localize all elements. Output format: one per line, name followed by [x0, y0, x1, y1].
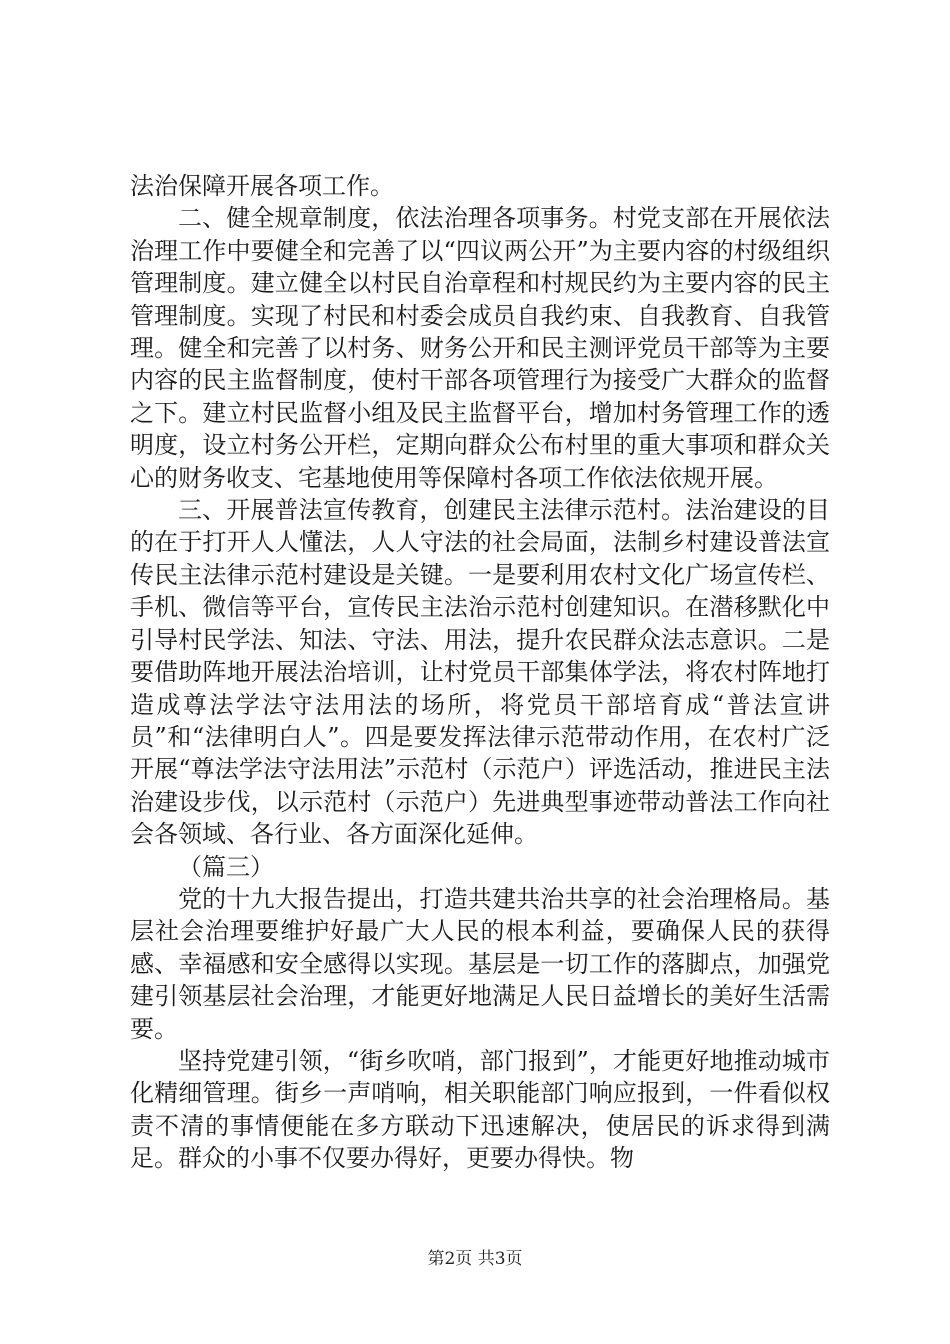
paragraph-1: 法治保障开展各项工作。 — [130, 172, 394, 200]
section-heading: （篇三） — [178, 852, 274, 881]
paragraph-5: 坚持党建引领，“街乡吹哨，部门报到”，才能更好地推动城市化精细管理。街乡一声哨响，相关职能部门响应报到，一件看似权责不清的事情便能在多方联动下迅速解决，使居民的诉求得到满足。群众的小事不仅要办得好，更要办得快。物 — [130, 1046, 830, 1173]
page-number-footer: 第2页 共3页 — [427, 1249, 523, 1269]
paragraph-3: 三、开展普法宣传教育，创建民主法律示范村。法治建设的目的在于打开人人懂法，人人守法的社会局面，法制乡村建设普法宣传民主法律示范村建设是关键。一是要利用农村文化广场宣传栏、手机、微信等平台，宣传民主法治示范村创建知识。在潜移默化中引导村民学法、知法、守法、用法，提升农民群众法志意识。二是要借助阵地开展法治培训，让村党员干部集体学法，将农村阵地打造成尊法学法守法用法的场所，将党员干部培育成“普法宣讲员”和“法律明白人”。四是要发挥法律示范带动作用，在农村广泛开展“尊法学法守法用法”示范村（示范户）评选活动，推进民主法治建设步伐，以示范村（示范户）先进典型事迹带动普法工作向社会各领域、各行业、各方面深化延伸。 — [130, 496, 830, 849]
document-body — [130, 170, 830, 1175]
paragraph-4: 党的十九大报告提出，打造共建共治共享的社会治理格局。基层社会治理要维护好最广大人民的根本利益，要确保人民的获得感、幸福感和安全感得以实现。基层是一切工作的落脚点，加强党建引领基层社会治理，才能更好地满足人民日益增长的美好生活需要。 — [130, 884, 830, 1043]
paragraph-2: 二、健全规章制度，依法治理各项事务。村党支部在开展依法治理工作中要健全和完善了以“四议两公开”为主要内容的村级组织管理制度。建立健全以村民自治章程和村规民约为主要内容的民主管理制度。实现了村民和村委会成员自我约束、自我教育、自我管理。健全和完善了以村务、财务公开和民主测评党员干部等为主要内容的民主监督制度，使村干部各项管理行为接受广大群众的监督之下。建立村民监督小组及民主监督平台，增加村务管理工作的透明度，设立村务公开栏，定期向群众公布村里的重大事项和群众关心的财务收支、宅基地使用等保障村各项工作依法依规开展。 — [130, 204, 830, 492]
